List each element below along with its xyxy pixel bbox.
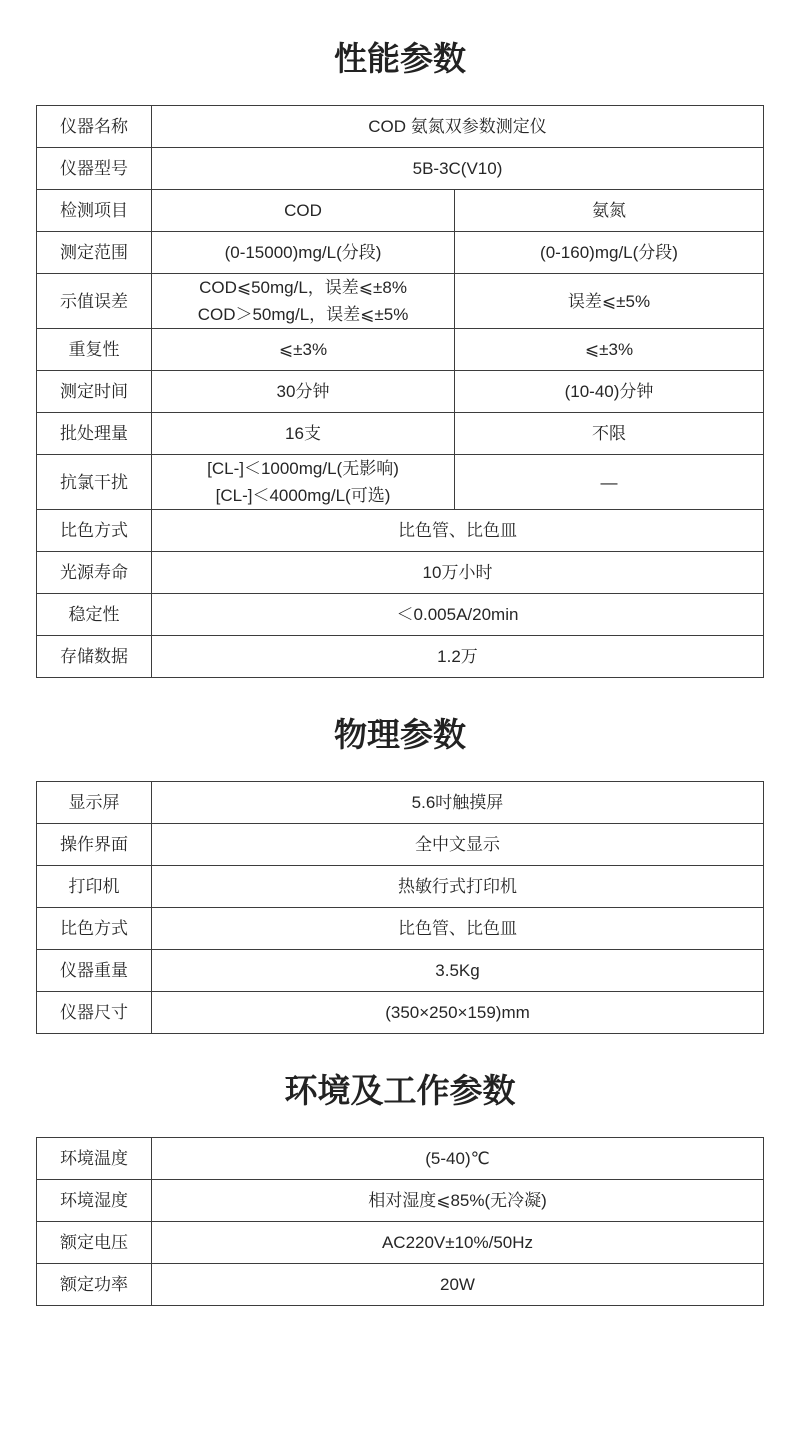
row-label: 测定时间 (37, 371, 152, 413)
value-line: 氨氮 (592, 201, 626, 220)
row-value (152, 594, 764, 636)
table-row (37, 594, 764, 636)
row-value (152, 1222, 764, 1264)
row-label: 比色方式 (37, 908, 152, 950)
section-environment (0, 1072, 800, 1306)
section-title-physical: 物理参数 (334, 716, 466, 753)
value-line: AC220V±10%/50Hz (381, 1233, 534, 1252)
table-row (37, 1264, 764, 1306)
row-label: 环境温度 (37, 1138, 152, 1180)
value-line: COD 氨氮双参数测定仪 (368, 117, 547, 136)
value-line: (0-15000)mg/L(分段) (224, 243, 382, 262)
row-label: 批处理量 (37, 413, 152, 455)
table-row (37, 455, 764, 510)
table-row (37, 148, 764, 190)
value-line: 热敏行式打印机 (398, 877, 517, 896)
row-value (455, 455, 764, 510)
row-value (455, 413, 764, 455)
table-row (37, 824, 764, 866)
row-label: 存储数据 (37, 636, 152, 678)
row-value (152, 510, 764, 552)
value-line: COD＞50mg/L，误差⩽±5% (197, 305, 409, 324)
row-label: 抗氯干扰 (37, 455, 152, 510)
row-value (455, 232, 764, 274)
environment-table (36, 1137, 764, 1306)
value-line: 相对湿度⩽85%(无冷凝) (368, 1191, 547, 1210)
row-value (152, 636, 764, 678)
row-label: 操作界面 (37, 824, 152, 866)
row-value (152, 1264, 764, 1306)
row-label: 重复性 (37, 329, 152, 371)
row-value (152, 552, 764, 594)
row-value (152, 148, 764, 190)
row-value (455, 274, 764, 329)
table-row (37, 413, 764, 455)
row-value (152, 274, 455, 329)
table-row (37, 232, 764, 274)
table-row (37, 782, 764, 824)
table-row (37, 866, 764, 908)
row-value (152, 190, 455, 232)
value-line: [CL-]＜4000mg/L(可选) (215, 486, 391, 505)
value-line: 10万小时 (422, 563, 493, 582)
row-value (152, 908, 764, 950)
row-value (455, 190, 764, 232)
row-label: 光源寿命 (37, 552, 152, 594)
table-row (37, 274, 764, 329)
row-label: 显示屏 (37, 782, 152, 824)
performance-table (36, 105, 764, 678)
value-line: 30分钟 (276, 382, 330, 401)
value-line: 3.5Kg (435, 961, 480, 980)
row-value (152, 950, 764, 992)
row-label: 仪器型号 (37, 148, 152, 190)
value-line: (10-40)分钟 (564, 382, 654, 401)
value-line: 16支 (285, 424, 321, 443)
row-label: 测定范围 (37, 232, 152, 274)
row-value (152, 824, 764, 866)
row-label: 仪器名称 (37, 106, 152, 148)
table-row (37, 1180, 764, 1222)
table-row (37, 1138, 764, 1180)
row-label: 环境湿度 (37, 1180, 152, 1222)
table-row (37, 552, 764, 594)
value-line: — (600, 472, 618, 492)
row-label: 示值误差 (37, 274, 152, 329)
row-value (152, 1138, 764, 1180)
value-line: 5B-3C(V10) (412, 159, 503, 178)
row-label: 额定功率 (37, 1264, 152, 1306)
row-label: 检测项目 (37, 190, 152, 232)
row-value (152, 232, 455, 274)
section-title-performance: 性能参数 (334, 40, 466, 77)
section-title-environment: 环境及工作参数 (284, 1072, 516, 1109)
row-value (152, 371, 455, 413)
table-row (37, 1222, 764, 1264)
row-label: 仪器重量 (37, 950, 152, 992)
table-row (37, 371, 764, 413)
value-line: ＜0.005A/20min (396, 605, 519, 624)
row-label: 稳定性 (37, 594, 152, 636)
value-line: ⩽±3% (278, 340, 328, 359)
row-value (455, 329, 764, 371)
table-row (37, 329, 764, 371)
value-line: 20W (440, 1275, 475, 1294)
table-row (37, 950, 764, 992)
value-line: 5.6吋触摸屏 (411, 793, 504, 812)
row-value (152, 1180, 764, 1222)
row-label: 仪器尺寸 (37, 992, 152, 1034)
section-physical (0, 716, 800, 1034)
row-value (455, 371, 764, 413)
row-label: 打印机 (37, 866, 152, 908)
row-value (152, 106, 764, 148)
value-line: (5-40)℃ (425, 1149, 490, 1168)
spec-sheet (0, 40, 800, 1336)
row-label: 额定电压 (37, 1222, 152, 1264)
row-label: 比色方式 (37, 510, 152, 552)
table-row (37, 992, 764, 1034)
value-line: (0-160)mg/L(分段) (540, 243, 678, 262)
value-line: 1.2万 (437, 647, 478, 666)
row-value (152, 782, 764, 824)
row-value (152, 329, 455, 371)
section-performance (0, 40, 800, 678)
row-value (152, 866, 764, 908)
value-line: 比色管、比色皿 (398, 919, 517, 938)
row-value (152, 992, 764, 1034)
table-row (37, 106, 764, 148)
table-row (37, 908, 764, 950)
value-line: [CL-]＜1000mg/L(无影响) (207, 459, 399, 478)
value-line: COD (284, 201, 322, 220)
table-row (37, 636, 764, 678)
table-row (37, 190, 764, 232)
value-line: (350×250×159)mm (385, 1003, 530, 1022)
row-value (152, 413, 455, 455)
physical-table (36, 781, 764, 1034)
value-line: 误差⩽±5% (567, 291, 651, 311)
value-line: COD⩽50mg/L，误差⩽±8% (199, 278, 407, 297)
value-line: 不限 (592, 424, 626, 443)
row-value (152, 455, 455, 510)
value-line: ⩽±3% (584, 340, 634, 359)
value-line: 比色管、比色皿 (398, 521, 517, 540)
value-line: 全中文显示 (415, 835, 500, 854)
table-row (37, 510, 764, 552)
